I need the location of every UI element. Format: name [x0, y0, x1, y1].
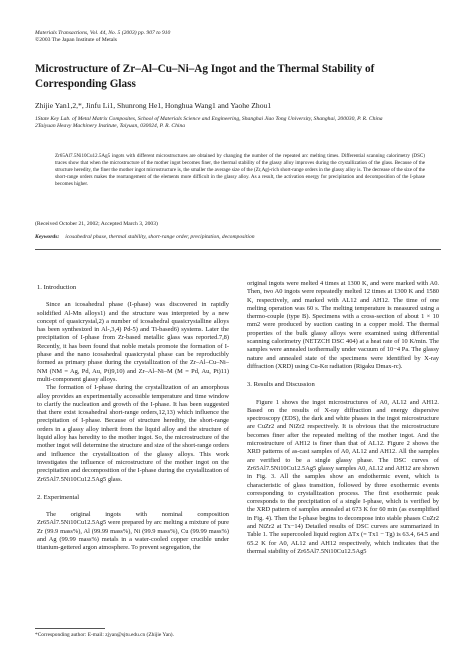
keywords-text: icosahedral phase, thermal stability, short-range order, precipitation, decomposition	[65, 234, 255, 240]
intro-paragraph: Since an icosahedral phase (I-phase) was discovered in rapidly solidified Al-Mn alloys1) and the structure was interpreted by a new concept of quasicrystal,2) a number of icosahedral quasicrystalline alloys has been synthesized in Al-,3,4) Pd-5) and Ti-based6) systems. Later the precipitation of I-phase from Zr-based metallic glass was reported.7,8) Recently, it has been found that noble metals promote the formation of I-phase and the nano icosahedral quasicrystal phase can be reproducibly formed as primary phase during the crystallization of the Zr–Al–Cu–Ni–NM (NM = Ag, Pd, Au, Pt)9,10) and Zr–Al–Ni–M (M = Pd, Au, Pt)11) multi-component glassy alloys.	[37, 301, 229, 383]
received-dates: (Received October 21, 2002; Accepted March 3, 2003)	[35, 221, 158, 227]
affiliations	[35, 116, 445, 130]
abstract: Zr65Al7.5Ni10Cu12.5Ag5 ingots with different microstructures are obtained by changing the number of the repeated arc melting times. Differential scanning calorimetry (DSC) traces show that when the microstructure of the mother ingot becomes finer, the thermal stability of the glassy alloy improves during the crystallization of the glass. Because of the structure heredity, the finer the mother ingot microstructure is, the smaller the average size of the (Zr,Ag)-rich short-range orders in the glassy alloy is. The decrease of the size of the short-range orders makes the rearrangement of the elements more difficult in the glassy alloy. As a result, the activation energy for precipitation and decomposition of the I-phase becomes higher.	[55, 153, 425, 187]
section-heading-introduction: 1. Introduction	[37, 284, 77, 291]
experimental-paragraph: The original ingots with nominal composition Zr65Al7.5Ni10Cu12.5Ag5 were prepared by arc melting a mixture of pure Zr (99.9 mass%), Al (99.99 mass%), Ni (99.9 mass%), Cu (99.99 mass%) and Ag (99.99 mass%) metals in a water-cooled copper crucible under titanium-gettered argon atmosphere. To prevent segregation, the	[37, 511, 229, 552]
header-divider	[35, 249, 441, 250]
journal-header	[35, 30, 170, 44]
intro-paragraph: The formation of I-phase during the crystallization of an amorphous alloy provides an experimentally accessible temperature and time window to clarify the nucleation and growth of the I-phase. It has been suggested that there exist icosahedral short-range orders,12,13) which influence the precipitation of I-phase. Because of structure heredity, the short-range orders in a glassy alloy inherit from the liquid alloy and the structure of liquid alloy has heredity to the mother ingot. So, the microstructure of the mother ingot will determine the structure and size of the short-range orders and influence the crystallization of the glassy alloys. This work investigates the influence of microstructure of the mother ingot on the precipitation and decomposition of the I-phase during the crystallization of Zr65Al7.5Ni10Cu12.5Ag5 glass.	[37, 384, 229, 483]
affiliation-2: 2Taiyuan Heavy Machinery Institute, Taiyuan, 030024, P. R. China	[35, 123, 186, 129]
affiliation-1: 1State Key Lab. of Metal Matrix Composites, School of Materials Science and Engineering, Shanghai Jiao Tong University, Shanghai, 200030, P. R. China	[35, 116, 383, 122]
journal-citation: Materials Transactions, Vol. 44, No. 5 (2003) pp. 907 to 910	[35, 30, 171, 36]
author-list: Zhijie Yan1,2,*, Jinfu Li1, Shunrong He1, Honghua Wang1 and Yaohe Zhou1	[35, 101, 272, 110]
keywords	[35, 234, 255, 240]
keywords-label: Keywords:	[35, 234, 60, 240]
results-paragraph: Figure 1 shows the ingot microstructures of A0, AL12 and AH12. Based on the results of X-ray diffraction and energy dispersive spectroscopy (EDS), the dark and white phases in the ingot microstructure are CuZr2 and NiZr2 respectively. It is obvious that the microstructure becomes finer after the repeated melting of the mother ingot. And the microstructure of AH12 is finer than that of AL12. Figure 2 shows the XRD patterns of as-cast samples of A0, AL12 and AH12. All the samples are verified to be a single glassy phase. The DSC curves of Zr65Al7.5Ni10Cu12.5Ag5 glassy samples A0, AL12 and AH12 are shown in Fig. 3. All the samples show an endothermic event, which is characteristic of glass transition, followed by three exothermic events corresponding to crystallization process. The first exothermic peak corresponds to the precipitation of a single I-phase, which is verified by the XRD pattern of samples annealed at 673 K for 60 min (as exemplified in Fig. 4). Then the I-phase begins to decompose into stable phases CuZr2 and NiZr2 at Tx−14) Detailed results of DSC curves are summarized in Table 1. The supercooled liquid region ΔTx (= Tx1 − Tg) is 63.4, 64.5 and 65.2 K for A0, AL12 and AH12 respectively, which indicates that the thermal stability of Zr65Al7.5Ni10Cu12.5Ag5	[247, 398, 439, 555]
copyright-line: ©2003 The Japan Institute of Metals	[35, 37, 117, 44]
section-heading-experimental: 2. Experimental	[37, 493, 80, 501]
left-column	[37, 284, 229, 553]
corresponding-author-footnote: *Corresponding author: E-mail: zjyan@sjtu.edu.cn (Zhijie Yan).	[35, 632, 174, 638]
paper-title: Microstructure of Zr–Al–Cu–Ni–Ag Ingot and the Thermal Stability of Corresponding Glass	[35, 63, 375, 90]
section-heading-results: 3. Results and Discussion	[247, 381, 315, 389]
experimental-continuation: original ingots were melted 4 times at 1300 K, and were marked with A0. Then, two A0 ingots were repeatedly melted 12 times at 1300 K and 1580 K, respectively, and marked with AL12 and AH12. The time of one melting operation was 60 s. The melting temperature is measured using a thermo-couple (type B). Specimens with a cross-section of about 1 × 10 mm2 were produced by suction casting in a copper mold. The thermal properties of the bulk glassy alloys were examined using differential scanning calorimetry (NETZCH DSC 404) at a heat rate of 10 K/min. The samples were annealed isothermally under vacuum of 10−4 Pa. The glassy nature and annealed state of the specimens were identified by X-ray diffraction (XRD) using Cu-Kα radiation (Rigaku Dmax-rc).	[247, 280, 439, 370]
footnote-divider	[35, 628, 105, 629]
right-column	[247, 280, 439, 556]
